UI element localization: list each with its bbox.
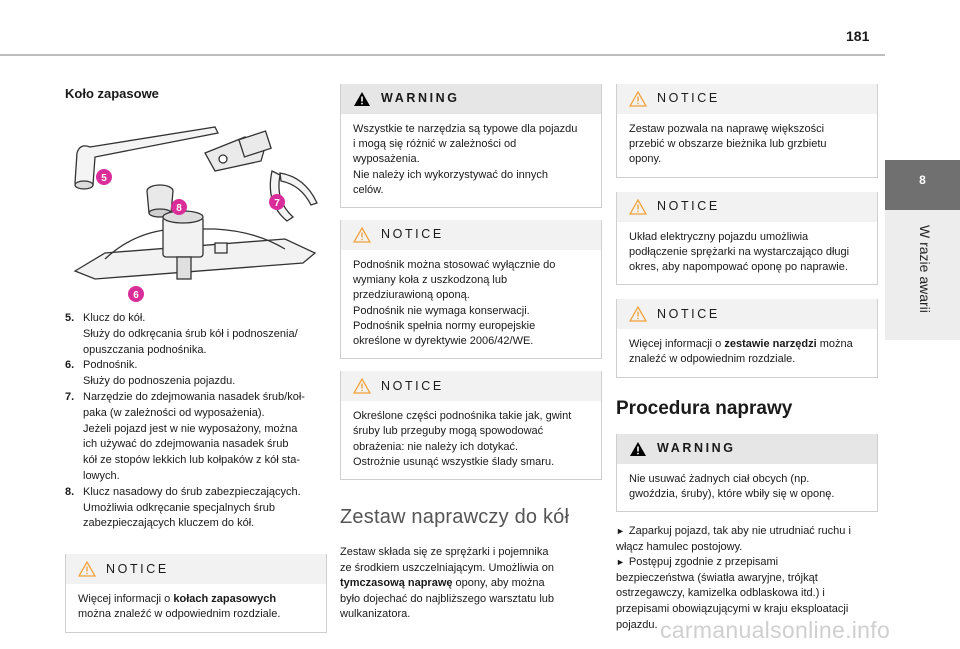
notice-triangle-icon [629, 199, 647, 215]
notice-title: NOTICE [381, 227, 444, 242]
warning-text: Nie należy ich wykorzystywać do innych [353, 168, 549, 181]
notice-title: NOTICE [657, 199, 720, 213]
svg-text:5: 5 [101, 173, 107, 184]
warning-box-foreign-objects [616, 434, 878, 512]
notice-text: Układ elektryczny pojazdu umożliwia [629, 230, 809, 243]
part-text: Klucz do kół. [83, 312, 146, 324]
notice-text: określone w dyrektywie 2006/42/WE. [353, 335, 534, 348]
part-item-5 [65, 311, 327, 358]
notice-text: podłączenie sprężarki na wystarczająco długi [629, 245, 850, 258]
part-item-7 [65, 390, 327, 485]
part-text: paka (w zależności od wyposażenia). [83, 406, 265, 419]
heading-spare-wheel: Koło zapasowe [65, 86, 159, 101]
arrow-right-icon: ► [616, 557, 625, 568]
notice-header [341, 220, 601, 250]
part-number: 7. [65, 390, 75, 403]
part-text: lowych. [83, 469, 120, 482]
chapter-tab[interactable] [885, 160, 960, 210]
part-item-8 [65, 485, 327, 532]
notice-text: opony. [629, 153, 662, 166]
column-3 [616, 84, 878, 633]
watermark: carmanualsonline.info [660, 617, 891, 643]
warning-header [341, 84, 601, 114]
notice-text: Więcej informacji o kołach zapasowych [78, 593, 277, 606]
notice-text: przedziurawioną oponą. [353, 289, 470, 302]
notice-text: Więcej informacji o zestawie narzędzi można [629, 338, 853, 351]
tools-illustration [65, 113, 327, 301]
part-text: Jeżeli pojazd jest w nie wyposażony, można [83, 422, 298, 435]
notice-title: NOTICE [381, 378, 444, 393]
callout-8 [170, 198, 188, 216]
notice-triangle-icon [629, 91, 647, 107]
parts-list [65, 311, 327, 532]
notice-text: okres, aby napompować oponę po naprawie. [629, 261, 848, 274]
notice-header [66, 554, 326, 584]
warning-text: celów. [353, 183, 384, 196]
notice-text: wymiany koła z uszkodzoną lub [353, 274, 508, 287]
notice-text: znaleźć w odpowiednim rozdziale. [629, 353, 796, 366]
notice-box-jack-parts [340, 371, 602, 480]
notice-text: przebić w obszarze bieżnika lub grzbietu [629, 138, 827, 151]
chapter-title-tab[interactable] [885, 210, 960, 340]
callout-6 [127, 285, 145, 303]
warning-title: WARNING [657, 441, 736, 456]
section-title-repair-procedure: Procedura naprawy [616, 397, 793, 419]
warning-header [617, 434, 877, 464]
notice-text: Podnośnik nie wymaga konserwacji. [353, 304, 530, 317]
column-2 [340, 84, 602, 623]
warning-title: WARNING [381, 91, 460, 106]
link-tool-kit: zestawie narzędzi [724, 338, 817, 351]
part-text: Podnośnik. [83, 359, 138, 372]
warning-triangle-icon [629, 441, 647, 457]
notice-header [617, 299, 877, 329]
warning-text: wyposażenia. [353, 153, 420, 166]
part-text: Umożliwia odkręcanie specjalnych śrub [83, 501, 275, 514]
chapter-number: 8 [919, 173, 926, 187]
notice-header [617, 84, 877, 114]
notice-box-kit-scope [616, 84, 878, 178]
part-text: ich używać do zdejmowania nasadek śrub [83, 438, 289, 451]
part-text: Narzędzie do zdejmowania nasadek śrub/koł- [83, 390, 305, 403]
link-spare-wheels: kołach zapasowych [173, 593, 277, 606]
tools-drawing [65, 113, 327, 293]
notice-box-tool-kit [616, 299, 878, 377]
notice-text: Podnośnik spełnia normy europejskie [353, 319, 536, 332]
link-temporary-repair: tymczasową naprawę [340, 577, 453, 590]
warning-box-tools [340, 84, 602, 208]
part-item-6 [65, 358, 327, 390]
warning-text: gwoździa, śruby), które wbiły się w oponę. [629, 487, 835, 500]
section-title-repair-kit: Zestaw naprawczy do kół [340, 506, 570, 529]
svg-text:7: 7 [274, 198, 280, 209]
notice-box-spare-wheels [65, 554, 327, 632]
notice-triangle-icon [78, 561, 96, 577]
notice-triangle-icon [629, 306, 647, 322]
notice-title: NOTICE [657, 306, 720, 321]
part-text: Służy do podnoszenia pojazdu. [83, 375, 236, 388]
header-rule [0, 54, 885, 56]
notice-title: NOTICE [106, 561, 169, 576]
part-number: 6. [65, 359, 75, 372]
part-text: Klucz nasadowy do śrub zabezpieczających. [83, 485, 301, 498]
notice-text: Podnośnik można stosować wyłącznie do [353, 259, 556, 272]
warning-text: Nie usuwać żadnych ciał obcych (np. [629, 472, 810, 485]
notice-triangle-icon [353, 227, 371, 243]
part-number: 5. [65, 312, 75, 324]
part-number: 8. [65, 485, 75, 498]
svg-text:6: 6 [133, 290, 139, 301]
jack-drawing [75, 211, 315, 279]
notice-text: Określone części podnośnika takie jak, gwint [353, 410, 572, 423]
notice-text: Zestaw pozwala na naprawę większości [629, 123, 825, 135]
notice-box-electrical [616, 192, 878, 286]
column-1 [65, 70, 327, 633]
notice-box-jack-use [340, 220, 602, 359]
page-number: 181 [846, 28, 870, 44]
part-text: Służy do odkręcania śrub kół i podnoszenia/ [83, 327, 298, 340]
notice-text: Ostrożnie usunąć wszystkie ślady smaru. [353, 455, 555, 468]
callout-7 [268, 193, 286, 211]
adapter-drawing [205, 131, 271, 171]
callout-5 [95, 168, 113, 186]
notice-text: można znaleźć w odpowiednim rozdziale. [78, 608, 281, 621]
step-2: ► Postępuj zgodnie z przepisami bezpieczeństwa (światła awaryjne, trójkąt ostrzegawczy, kamizelka odblaskowa itd.) i przepisami obowiązującymi w kraju eksploatacji pojazdu. [616, 556, 849, 631]
notice-header [341, 371, 601, 401]
notice-header [617, 192, 877, 222]
notice-text: śruby lub przeguby mogą spowodować [353, 425, 544, 438]
part-text: kół ze stopów lekkich lub kołpaków z kół sta- [83, 454, 301, 467]
chapter-title: W razie awarii [917, 225, 933, 313]
part-text: opuszczania podnośnika. [83, 343, 207, 356]
notice-text: obrażenia: nie należy ich dotykać. [353, 440, 519, 453]
part-text: zabezpieczających kluczem do kół. [83, 517, 255, 530]
arrow-right-icon: ► [616, 526, 625, 537]
warning-text: Wszystkie te narzędzia są typowe dla pojazdu [353, 123, 578, 135]
step-1: ► Zaparkuj pojazd, tak aby nie utrudniać ruchu i włącz hamulec postojowy. [616, 525, 851, 553]
warning-triangle-icon [353, 91, 371, 107]
warning-text: i mogą się różnić w zależności od [353, 138, 517, 151]
svg-text:8: 8 [176, 203, 182, 214]
paragraph-repair-kit: Zestaw składa się ze sprężarki i pojemnika ze środkiem uszczelniającym. Umożliwia on tymczasową naprawę opony, aby można było dojechać do najbliższego warsztatu lub wulkanizatora. [340, 546, 555, 621]
notice-title: NOTICE [657, 91, 720, 106]
notice-triangle-icon [353, 378, 371, 394]
